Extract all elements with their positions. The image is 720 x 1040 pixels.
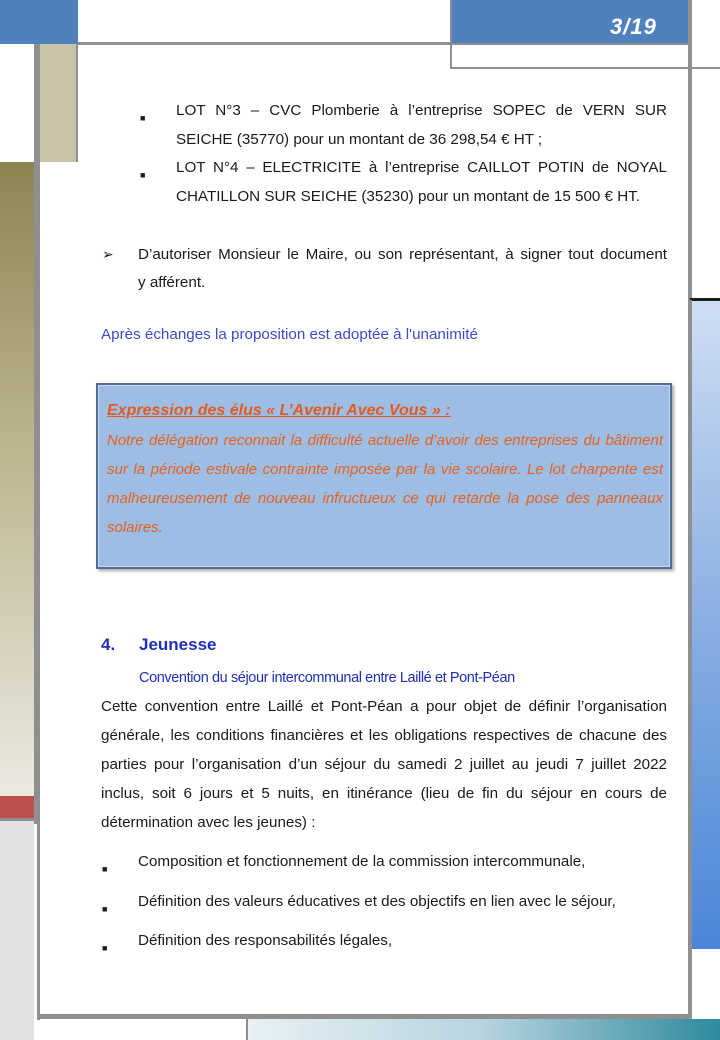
section-subtitle: Convention du séjour intercommunal entre Laillé et Pont-Péan bbox=[139, 670, 515, 686]
square-bullet-icon: ■ bbox=[140, 170, 146, 180]
right-blue-gradient-panel bbox=[692, 301, 720, 949]
authorize-line2: y afférent. bbox=[138, 274, 206, 291]
right-frame bbox=[688, 300, 692, 1020]
square-bullet-icon: ■ bbox=[102, 904, 108, 914]
arrow-bullet-icon: ➢ bbox=[102, 246, 114, 262]
section-number: 4. bbox=[101, 635, 116, 654]
header-left-blue bbox=[0, 0, 78, 44]
expression-body: Notre délégation reconnait la difficulté actuelle d’avoir des entreprises du bâtiment sur la période estivale contrainte imposée par la vie scolaire. Le lot charpente est malheureusement de nouveau infructueux ce qui retarde la pose des panneaux solaires. bbox=[107, 432, 663, 536]
left-frame-inner bbox=[37, 44, 40, 1020]
right-frame-top bbox=[688, 0, 692, 300]
bottom-teal-gradient bbox=[246, 1019, 720, 1040]
convention-paragraph: Cette convention entre Laillé et Pont-Péan a pour objet de définir l’organisation générale, les conditions financières et les obligations respectives de chacune des parties pour l’organisation d’un séjour du samedi 2 juillet au jeudi 7 juillet 2022 inclus, soit 6 jours et 5 nuits, en itinérance (lieu de fin du séjour en cours de détermination avec les jeunes) : bbox=[101, 698, 667, 831]
list-item: Définition des valeurs éducatives et des objectifs en lien avec le séjour, bbox=[138, 893, 616, 910]
header-rule bbox=[78, 42, 450, 45]
header-outline bbox=[450, 45, 720, 69]
expression-title: Expression des élus « L’Avenir Avec Vous » : bbox=[107, 402, 451, 419]
left-olive-gradient bbox=[0, 162, 34, 796]
adoption-text: Après échanges la proposition est adoptée à l'unanimité bbox=[101, 326, 478, 343]
page-number: 3/19 bbox=[610, 14, 657, 39]
authorize-line1: D’autoriser Monsieur le Maire, ou son représentant, à signer tout document bbox=[138, 246, 667, 263]
square-bullet-icon: ■ bbox=[140, 113, 146, 123]
left-gray-block bbox=[0, 818, 34, 1040]
lot-3-line1: LOT N°3 – CVC Plomberie à l’entreprise SOPEC de VERN SUR bbox=[176, 102, 667, 119]
left-red-accent bbox=[0, 796, 34, 818]
left-khaki-block bbox=[38, 44, 78, 162]
section-title: Jeunesse bbox=[139, 635, 217, 654]
square-bullet-icon: ■ bbox=[102, 864, 108, 874]
lot-4-line1: LOT N°4 – ELECTRICITE à l’entreprise CAILLOT POTIN de NOYAL bbox=[176, 159, 667, 176]
square-bullet-icon: ■ bbox=[102, 943, 108, 953]
list-item: Composition et fonctionnement de la commission intercommunale, bbox=[138, 853, 586, 870]
list-item: Définition des responsabilités légales, bbox=[138, 932, 393, 949]
lot-3-line2: SEICHE (35770) pour un montant de 36 298,54 € HT ; bbox=[176, 131, 543, 148]
lot-4-line2: CHATILLON SUR SEICHE (35230) pour un montant de 15 500 € HT. bbox=[176, 188, 641, 205]
